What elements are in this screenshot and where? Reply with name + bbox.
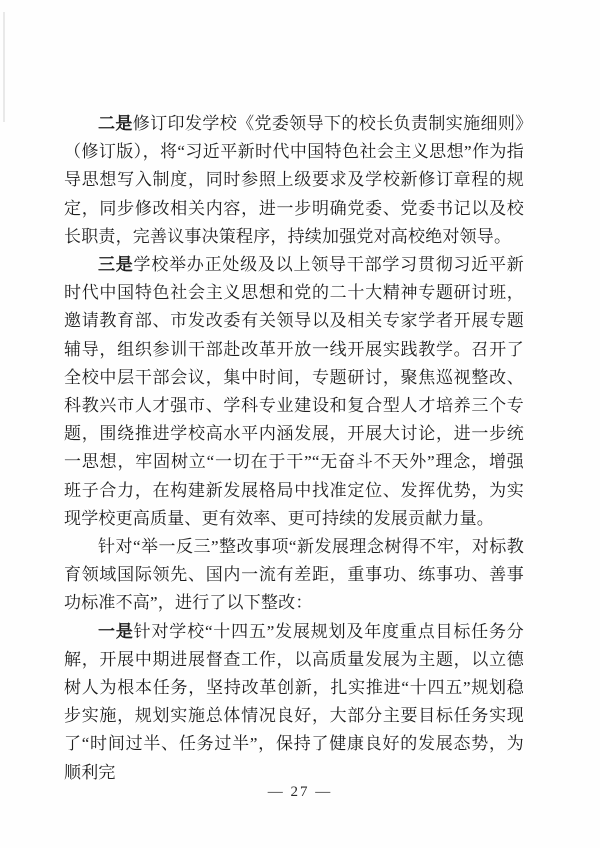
paragraph-text: 针对“举一反三”整改事项“新发展理念树得不牢，对标教育领域国际领先、国内一流有差距，重事功、练事功、善事功标准不高”，进行了以下整改：	[64, 537, 524, 613]
paragraph-text: 学校举办正处级及以上领导干部学习贯彻习近平新时代中国特色社会主义思想和党的二十大精神专题研讨班，邀请教育部、市发改委有关领导以及相关专家学者开展专题辅导，组织参训干部赴改革开放一线开展实践教学。召开了全校中层干部会议，集中时间，专题研讨，聚焦巡视整改、科教兴市人才强市、学科专业建设和复合型人才培养三个专题，围绕推进学校高水平内涵发展，开展大讨论，进一步统一思想，牢固树立“一切在于干”“无奋斗不天外”理念，增强班子合力，在构建新发展格局中找准定位、发挥优势，为实现学校更高质量、更有效率、更可持续的发展贡献力量。	[64, 255, 524, 528]
paragraph	[64, 533, 524, 618]
paragraph-lead: 三是	[98, 255, 134, 275]
paragraph-text: 修订印发学校《党委领导下的校长负责制实施细则》（修订版），将“习近平新时代中国特色社会主义思想”作为指导思想写入制度，同时参照上级要求及学校新修订章程的规定，同步修改相关内容，进一步明确党委、党委书记以及校长职责，完善议事决策程序，持续加强党对高校绝对领导。	[64, 114, 524, 246]
document-body	[64, 110, 524, 787]
paragraph	[64, 251, 524, 533]
paragraph-lead: 一是	[98, 621, 134, 641]
page-number: — 27 —	[267, 784, 333, 800]
paragraph	[64, 110, 524, 251]
paragraph-text: 针对学校“十四五”发展规划及年度重点目标任务分解，开展中期进展督查工作，以高质量发展为主题，以立德树人为根本任务，坚持改革创新，扎实推进“十四五”规划稳步实施，规划实施总体情况良好，大部分主要目标任务实现了“时间过半、任务过半”，保持了健康良好的发展态势，为顺利完	[64, 621, 524, 782]
paragraph-lead: 二是	[98, 114, 133, 133]
paragraph	[64, 618, 524, 787]
scan-artifact-line	[3, 12, 5, 122]
